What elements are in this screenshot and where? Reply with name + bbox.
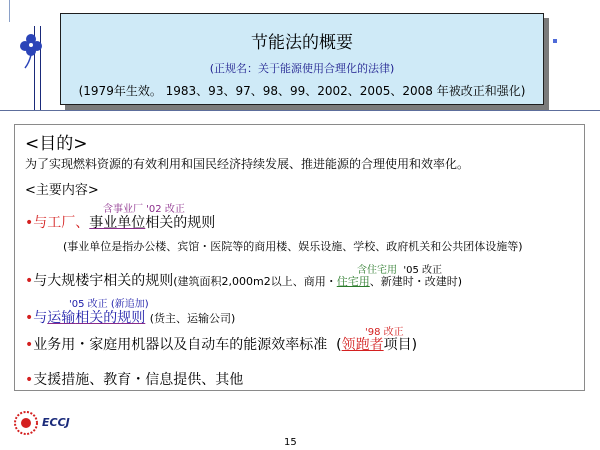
item2-paren-prefix: (建筑面积2,000m2以上、商用・ bbox=[173, 275, 337, 288]
bullet: • bbox=[25, 372, 34, 388]
purpose-heading: <目的> bbox=[25, 134, 88, 154]
item2-note-green: 含住宅用 bbox=[357, 265, 397, 276]
list-item-building-rules bbox=[25, 270, 462, 290]
item4-main: 业务用・家庭用机器以及自动车的能源效率标准 bbox=[33, 337, 328, 353]
bullet: • bbox=[25, 337, 34, 353]
eccj-logo-icon bbox=[14, 411, 38, 435]
page-subtitle: (正规名：关于能源使用合理化的法律) bbox=[209, 62, 395, 75]
list-item-factory-rules bbox=[25, 212, 215, 232]
title-accent-dot bbox=[553, 39, 557, 43]
header-divider bbox=[0, 110, 600, 111]
item1-detail: (事业单位是指办公楼、宾馆・医院等的商用楼、娱乐设施、学校、政府机关和公共团体设施等) bbox=[63, 240, 523, 253]
item1-prefix: 与工厂、 bbox=[33, 215, 90, 231]
item1-note: 含事业厂 '02 改正 bbox=[103, 204, 185, 215]
item2-paren-suffix: 、新建时・改建时) bbox=[369, 275, 463, 288]
item4-highlight: 领跑者 bbox=[341, 337, 384, 353]
item2-main: 与大规楼宇相关的规则 bbox=[33, 273, 174, 289]
item4-paren-open: ( bbox=[336, 337, 342, 353]
page-title: 节能法的概要 bbox=[251, 33, 353, 53]
item1-suffix: 相关的规则 bbox=[145, 215, 216, 231]
title-years: (1979年生效。 1983、93、97、98、99、2002、2005、2008 年被改正和强化) bbox=[78, 84, 526, 98]
item3-note: '05 改正 (新追加) bbox=[69, 299, 149, 310]
bullet: • bbox=[25, 215, 34, 231]
bullet: • bbox=[25, 310, 34, 326]
item2-paren-highlight: 住宅用 bbox=[336, 275, 370, 288]
list-item-transport-rules bbox=[25, 307, 235, 327]
list-item-support-measures bbox=[25, 369, 243, 389]
item4-note: '98 改正 bbox=[365, 327, 404, 338]
item1-highlight: 事业单位 bbox=[89, 215, 146, 231]
bullet: • bbox=[25, 273, 34, 289]
item3-prefix: 与 bbox=[33, 310, 48, 326]
item2-note-year: '05 改正 bbox=[403, 265, 443, 276]
main-contents-heading: <主要内容> bbox=[25, 183, 99, 198]
content-box bbox=[14, 124, 585, 391]
title-box bbox=[60, 13, 544, 105]
item3-paren: (货主、运输公司) bbox=[149, 312, 236, 325]
item3-suffix: 相关的规则 bbox=[75, 310, 146, 326]
list-item-efficiency-standards bbox=[25, 334, 417, 354]
item3-highlight: 运输 bbox=[47, 310, 76, 326]
page-number: 15 bbox=[284, 437, 297, 448]
purpose-text: 为了实现燃料资源的有效利用和国民经济持续发展、推进能源的合理使用和效率化。 bbox=[25, 157, 470, 171]
item5-main: 支援措施、教育・信息提供、其他 bbox=[33, 372, 244, 388]
eccj-logo-text: ECCJ bbox=[42, 416, 70, 429]
clover-icon bbox=[17, 30, 45, 70]
top-left-vertical-line bbox=[9, 0, 10, 22]
item4-suffix: 项目) bbox=[383, 337, 418, 353]
